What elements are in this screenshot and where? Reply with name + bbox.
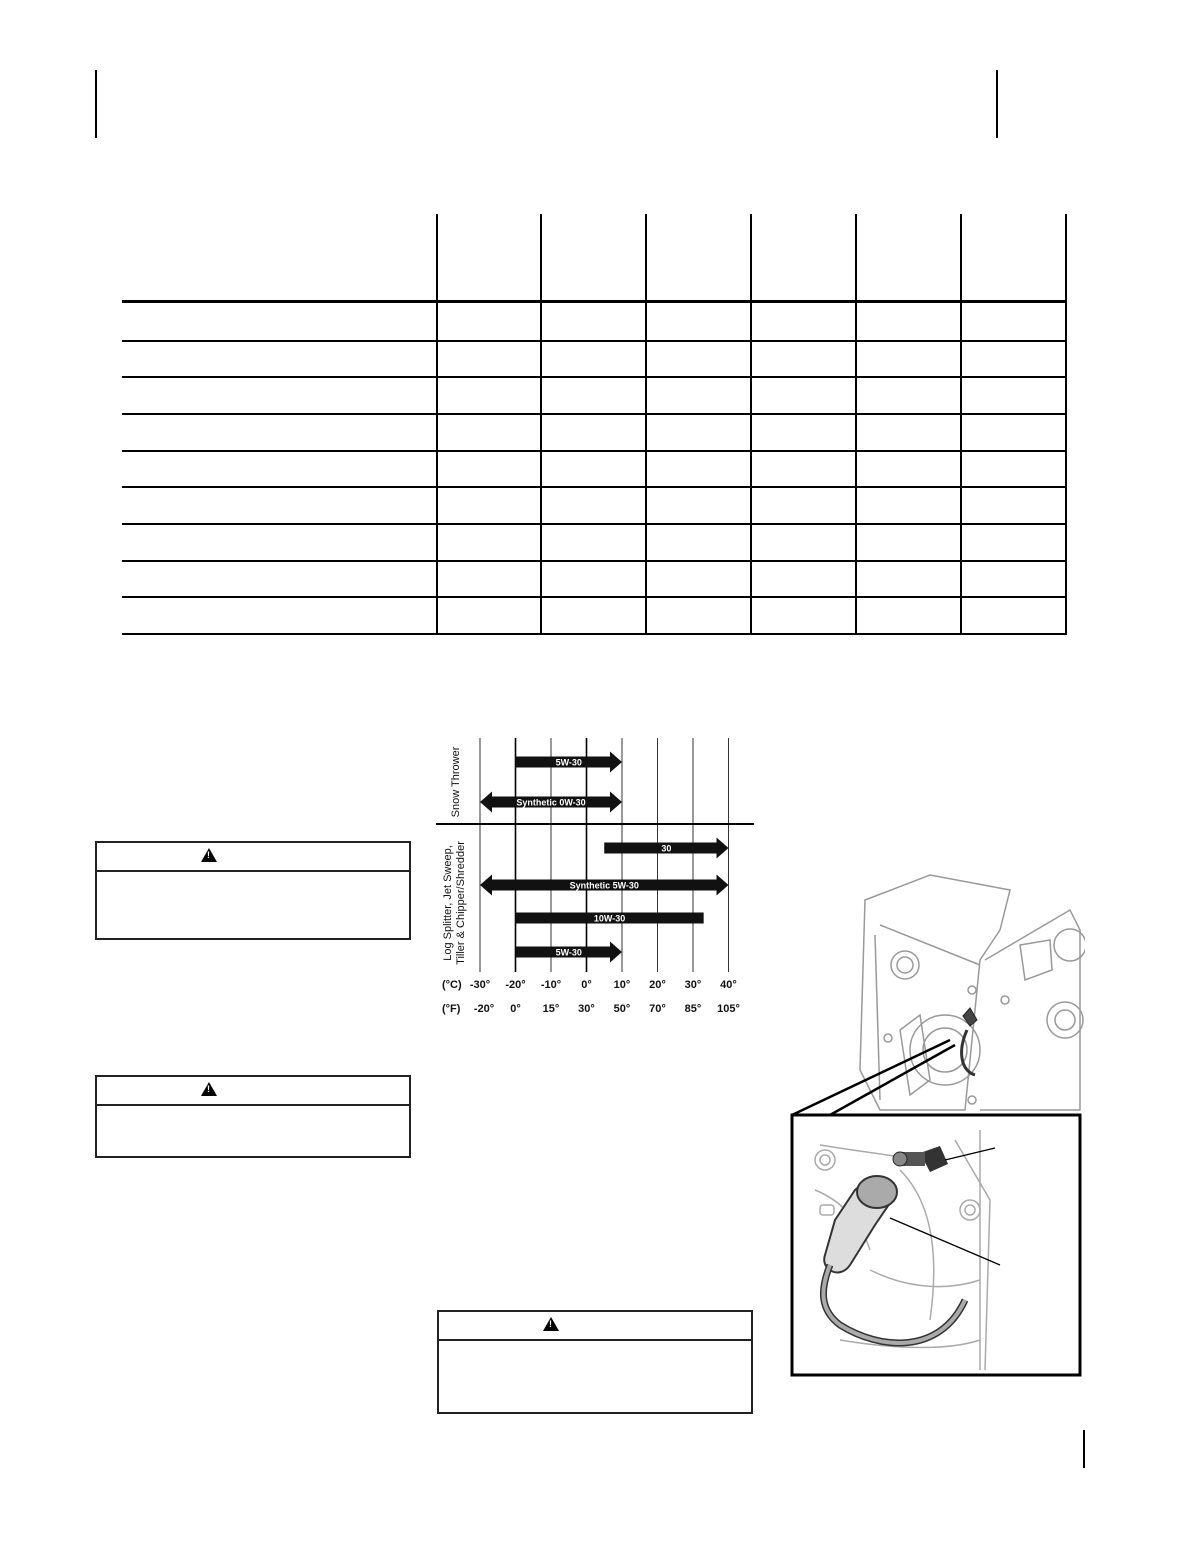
table-row-rule: [122, 450, 1067, 452]
group-label-snow-thrower: Snow Thrower: [450, 746, 462, 818]
warning-header: [439, 1312, 751, 1341]
table-row-rule: [122, 413, 1067, 415]
table-col-divider: [855, 214, 857, 635]
oil-range-label: Synthetic 5W-30: [569, 880, 639, 891]
table-col-divider: [960, 214, 962, 635]
fahrenheit-tick-label: 105°: [717, 1003, 740, 1015]
table-col-divider: [1065, 214, 1067, 635]
warning-box: [437, 1310, 753, 1414]
engine-drawing: [780, 870, 1085, 1380]
left-margin-rule: [95, 70, 97, 138]
table-row-rule: [122, 560, 1067, 562]
celsius-tick-label: -20°: [505, 979, 526, 991]
table-col-divider: [645, 214, 647, 635]
group-label-other-line2: Tiller & Chipper/Shredder: [455, 841, 467, 965]
warning-box: [95, 1075, 411, 1158]
table-col-divider: [436, 214, 438, 635]
fahrenheit-tick-label: 0°: [510, 1003, 521, 1015]
maintenance-schedule-table: [122, 214, 1067, 635]
oil-range-label: Synthetic 0W-30: [516, 797, 586, 808]
celsius-tick-label: 0°: [581, 979, 592, 991]
page-number-rule: [1083, 1430, 1085, 1468]
group-label-other-line1: Log Splitter, Jet Sweep,: [442, 845, 454, 961]
oil-viscosity-chart: [436, 738, 756, 1020]
table-row-rule: [122, 376, 1067, 378]
oil-range-label: 10W-30: [593, 913, 626, 924]
fahrenheit-unit-label: (°F): [442, 1003, 461, 1015]
right-margin-rule: [996, 70, 998, 138]
table-row-rule: [122, 523, 1067, 525]
warning-triangle-icon: [201, 1082, 217, 1096]
table-header-rule: [122, 300, 1067, 303]
oil-range-label: 30: [661, 843, 672, 854]
oil-range-label: 5W-30: [555, 757, 582, 768]
table-col-divider: [750, 214, 752, 635]
warning-header: [97, 843, 409, 872]
celsius-tick-label: 30°: [684, 979, 702, 991]
fahrenheit-tick-label: 15°: [542, 1003, 560, 1015]
fahrenheit-tick-label: 85°: [684, 1003, 702, 1015]
oil-range-label: 5W-30: [555, 947, 582, 958]
fahrenheit-tick-label: -20°: [473, 1003, 495, 1015]
engine-illustration: [780, 870, 1085, 1380]
celsius-tick-label: 40°: [720, 979, 737, 991]
celsius-tick-label: -10°: [540, 979, 562, 991]
celsius-tick-label: 20°: [649, 979, 666, 991]
warning-triangle-icon: [543, 1317, 559, 1331]
table-col-divider: [540, 214, 542, 635]
table-bottom-rule: [122, 633, 1067, 635]
fahrenheit-tick-label: 50°: [613, 1003, 631, 1015]
table-row-rule: [122, 340, 1067, 342]
warning-box: [95, 841, 411, 940]
table-row-rule: [122, 486, 1067, 488]
table-row-rule: [122, 596, 1067, 598]
celsius-unit-label: (°C): [442, 979, 462, 991]
warning-triangle-icon: [201, 848, 217, 862]
celsius-tick-label: 10°: [613, 979, 631, 991]
oil-chart-svg: [436, 738, 756, 1020]
celsius-tick-label: -30°: [469, 979, 491, 991]
fahrenheit-tick-label: 70°: [649, 1003, 666, 1015]
warning-header: [97, 1077, 409, 1106]
fahrenheit-tick-label: 30°: [578, 1003, 595, 1015]
